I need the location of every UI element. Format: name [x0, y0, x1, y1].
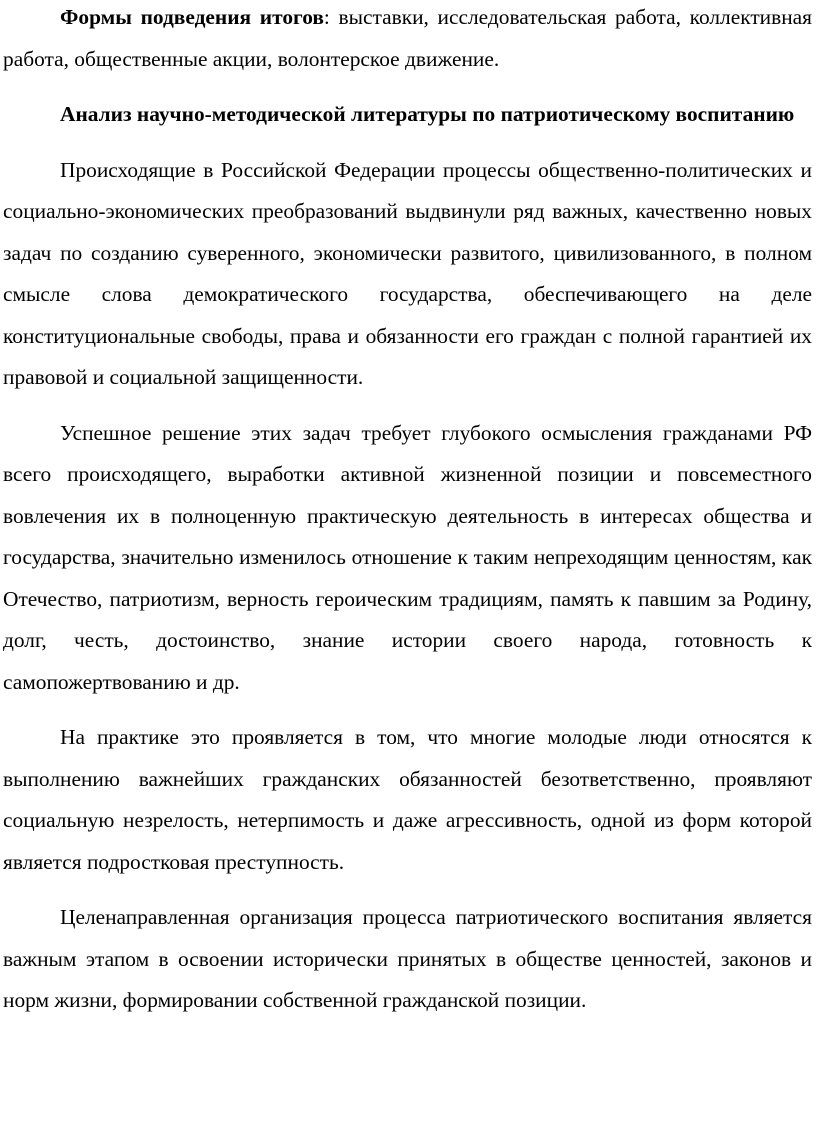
- paragraph-2: Успешное решение этих задач требует глубокого осмысления гражданами РФ всего происходящего, выработки активной жизненной позиции и повсеместного вовлечения их в полноценную практическую деятельность в интересах общества и государства, значительно изменилось отношение к таким непреходящим ценностям, как Отечество, патриотизм, верность героическим традициям, память к павшим за Родину, долг, честь, достоинство, знание истории своего народа, готовность к самопожертвованию и др.: [3, 420, 812, 694]
- intro-text: : выставки, исследовательская работа, коллективная работа, общественные акции, волонтерское движение.: [3, 5, 812, 71]
- intro-paragraph: [3, 0, 812, 80]
- section-heading: Анализ научно-методической литературы по патриотическому воспитанию: [60, 102, 795, 126]
- paragraph-1: Происходящие в Российской Федерации процессы общественно-политических и социально-экономических преобразований выдвинули ряд важных, качественно новых задач по созданию суверенного, экономически развитого, цивилизованного, в полном смысле слова демократического государства, обеспечивающего на деле конституциональные свободы, права и обязанности его граждан с полной гарантией их правовой и социальной защищенности.: [3, 157, 812, 389]
- paragraph-3: На практике это проявляется в том, что многие молодые люди относятся к выполнению важнейших гражданских обязанностей безответственно, проявляют социальную незрелость, нетерпимость и даже агрессивность, одной из форм которой является подростковая преступность.: [3, 725, 812, 874]
- paragraph-4: Целенаправленная организация процесса патриотического воспитания является важным этапом в освоении исторически принятых в обществе ценностей, законов и норм жизни, формировании собственной гражданской позиции.: [3, 905, 812, 1012]
- intro-label: Формы подведения итогов: [60, 5, 324, 29]
